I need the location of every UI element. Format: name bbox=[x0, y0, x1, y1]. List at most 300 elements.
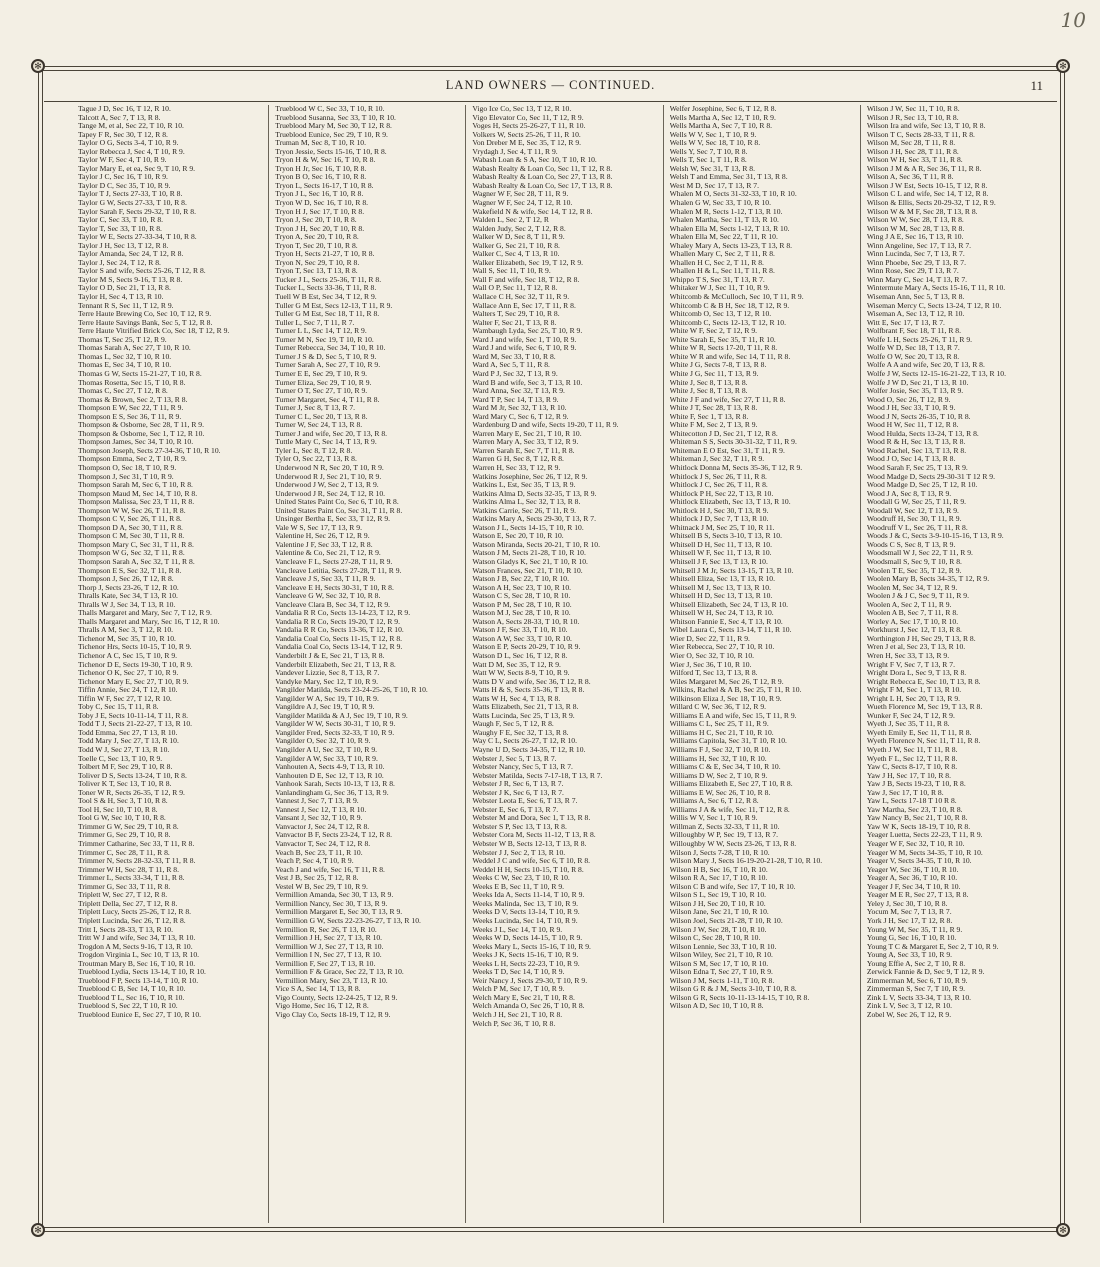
owner-entry: Watts W H, Sec 4, T 13, R 8. bbox=[472, 694, 561, 703]
owner-entry: Wood Madge D, Sects 29-30-31 T 12 R 9. bbox=[866, 472, 996, 481]
owner-entry: Webster S P, Sec 13, T 13, R 8. bbox=[472, 822, 567, 831]
owner-entry: Taylor G W, Sects 27-33, T 10, R 8. bbox=[78, 199, 187, 208]
owner-entry: Tichenor M, Sec 35, T 10, R 10. bbox=[78, 634, 176, 643]
owner-entry: Welfer Josephine, Sec 6, T 12, R 8. bbox=[669, 105, 777, 113]
owner-entry: Vangilder A W, Sec 33, T 10, R 9. bbox=[275, 754, 378, 763]
handwritten-page-note: 10 bbox=[1060, 8, 1086, 32]
owner-entry: Vangilder A U, Sec 32, T 10, R 9. bbox=[275, 746, 378, 755]
owner-entry: Young Effie A, Sec 2, T 10, R 8. bbox=[866, 959, 966, 968]
owner-entry: Vice S A, Sec 14, T 13, R 8. bbox=[275, 985, 361, 994]
owner-entry: Watson Frances, Sec 21, T 10, R 10. bbox=[472, 566, 583, 575]
owner-entry: Thompson J, Sec 26, T 12, R 8. bbox=[78, 575, 174, 584]
owner-entry: Watts Lucinda, Sec 25, T 13, R 9. bbox=[472, 711, 575, 720]
owner-entry: Trimmer G, Sec 29, T 10, R 8. bbox=[78, 831, 171, 840]
owner-entry: Thompson James, Sec 34, T 10, R 10. bbox=[78, 438, 194, 447]
owner-entry: Yaw J, Sec 17, T 10, R 8. bbox=[866, 788, 944, 797]
owner-entry: Whiteman J, Sec 32, T 11, R 9. bbox=[669, 455, 765, 464]
owner-entry: Von Dreber M E, Sec 35, T 12, R 9. bbox=[472, 139, 582, 148]
owner-entry: Thomas E, Sec 34, T 10, R 10. bbox=[78, 361, 172, 370]
owner-entry: Tryon J L, Sec 16, T 10, R 8. bbox=[275, 190, 364, 199]
owner-entry: Wall S, Sec 11, T 10, R 9. bbox=[472, 267, 551, 276]
owner-entry: Turner Sarah A, Sec 27, T 10, R 9. bbox=[275, 361, 381, 370]
page-header bbox=[44, 78, 1057, 98]
owner-entry: Wilson A, Sec 36, T 11, R 8. bbox=[866, 173, 954, 182]
owner-entry: Wilson W M, Sec 28, T 13, R 8. bbox=[866, 224, 965, 233]
owner-entry: Vangildre A J, Sec 19, T 10, R 9. bbox=[275, 703, 375, 712]
owner-entry: Wagner W F, Sec 28, T 11, R 9. bbox=[472, 190, 569, 199]
owner-entry: Tichenor Hrs, Sects 10-15, T 10, R 9. bbox=[78, 643, 192, 652]
owner-entry: Trueblood Lydia, Sects 13-14, T 10, R 10. bbox=[78, 968, 206, 977]
owner-entry: Thompson E S, Sec 36, T 11, R 9. bbox=[78, 412, 182, 421]
owner-entry: Toby J E, Sects 10-11-14, T 11, R 8. bbox=[78, 711, 188, 720]
owner-entry: Trimmer C, Sec 28, T 11, R 8. bbox=[78, 848, 170, 857]
owner-entry: Wabash Loan & S A, Sec 10, T 10, R 10. bbox=[472, 156, 597, 165]
owner-entry: Yeager V, Sects 34-35, T 10, R 10. bbox=[866, 857, 972, 866]
owner-entry: West M D, Sec 17, T 13, R 7. bbox=[669, 181, 759, 190]
owner-entry: Toliver D S, Sects 13-24, T 10, R 8. bbox=[78, 771, 187, 780]
owner-entry: Yaw L, Sects 17-18 T 10 R 8. bbox=[866, 797, 957, 806]
owner-entry: Webster J J, Sec 2, T 13, R 10. bbox=[472, 848, 566, 857]
owner-entry: Wilson C, Sec 28, T 10, R 10. bbox=[669, 934, 761, 943]
owner-entry: Walden Judy, Sec 2, T 12, R 8. bbox=[472, 224, 566, 233]
corner-rosette-icon: ✻ bbox=[1056, 59, 1070, 73]
corner-rosette-icon: ✻ bbox=[31, 59, 45, 73]
owner-entry: Whallen H & L, Sec 11, T 11, R 8. bbox=[669, 267, 775, 276]
owner-entry: Trueblood W C, Sec 33, T 10, R 10. bbox=[275, 105, 385, 113]
owner-entry: Williams A, Sec 6, T 12, R 8. bbox=[669, 797, 759, 806]
owner-entry: Vanvactor J, Sec 24, T 12, R 8. bbox=[275, 822, 370, 831]
owner-entry: Tritt W J and wife, Sec 34, T 13, R 10. bbox=[78, 934, 196, 943]
owner-entry: Wright Rebecca E, Sec 10, T 13, R 8. bbox=[866, 677, 981, 686]
owner-entry: Yaw W K, Sects 18-19, T 10, R 8. bbox=[866, 822, 971, 831]
owner-entry: Vanhook Sarah, Sects 10-13, T 13, R 8. bbox=[275, 780, 395, 789]
owner-entry: Zink L V, Sects 33-34, T 13, R 10. bbox=[866, 993, 972, 1002]
owner-entry: Wayne U D, Sects 34-35, T 12, R 10. bbox=[472, 746, 586, 755]
owner-entry: Vancleave Letitia, Sects 27-28, T 11, R 9. bbox=[275, 566, 402, 575]
owner-entry: Wolfe J W D, Sec 21, T 13, R 10. bbox=[866, 378, 969, 387]
owner-entry: Vermillion I N, Sec 27, T 13, R 10. bbox=[275, 951, 382, 960]
owner-entry: Taylor M S, Sects 9-16, T 13, R 8. bbox=[78, 275, 183, 284]
owner-entry: Valentine H, Sec 26, T 12, R 9. bbox=[275, 532, 370, 541]
owner-entry: Watson M J, Sec 28, T 10, R 10. bbox=[472, 609, 571, 618]
owner-entry: Underwood N R, Sec 20, T 10, R 9. bbox=[275, 463, 384, 472]
owner-entry: White W R and wife, Sec 14, T 11, R 8. bbox=[669, 352, 791, 361]
owner-entry: Watson Gladys K, Sec 21, T 10, R 10. bbox=[472, 557, 588, 566]
owner-entry: Wilson S M, Sec 17, T 10, R 10. bbox=[669, 959, 769, 968]
owner-entry: Williams H C, Sec 21, T 10, R 10. bbox=[669, 728, 774, 737]
owner-entry: Wardenburg D and wife, Sects 19-20, T 11, R 9. bbox=[472, 421, 619, 430]
owner-entry: Taylor S and wife, Sects 25-26, T 12, R 8. bbox=[78, 267, 206, 276]
owner-entry: Webster J K, Sec 6, T 13, R 7. bbox=[472, 788, 564, 797]
owner-entry: Vermillion F & Grace, Sec 22, T 13, R 10. bbox=[275, 968, 404, 977]
owner-entry: Walter F, Sec 21, T 13, R 8. bbox=[472, 318, 557, 327]
owner-entry: Vangilder Matilda & A J, Sec 19, T 10, R 9. bbox=[275, 711, 408, 720]
owner-entry: Walker Elizabeth, Sec 19, T 12, R 9. bbox=[472, 258, 584, 267]
owner-entry: Todd T J, Sects 21-22-27, T 13, R 10. bbox=[78, 720, 193, 729]
owner-entry: Wilson M, Sec 28, T 11, R 8. bbox=[866, 139, 956, 148]
owner-entry: Watson Miranda, Sects 20-21, T 10, R 10. bbox=[472, 540, 600, 549]
owner-entry: Walters T, Sec 29, T 10, R 8. bbox=[472, 310, 560, 319]
owner-entry: White Sarah E, Sec 35, T 11, R 10. bbox=[669, 335, 776, 344]
owner-entry: Webster E, Sec 6, T 13, R 7. bbox=[472, 805, 559, 814]
owner-entry: Watt D M, Sec 35, T 12, R 9. bbox=[472, 660, 561, 669]
owner-entry: Toby C, Sec 15, T 11, R 8. bbox=[78, 703, 159, 712]
owner-entry: Whalen Ella M, Sects 1-12, T 13, R 10. bbox=[669, 224, 790, 233]
owner-entry: Wing J A E, Sec 16, T 13, R 10. bbox=[866, 233, 964, 242]
owner-entry: Taylor D C, Sec 35, T 10, R 9. bbox=[78, 181, 171, 190]
owner-entry: Tuttle Mary C, Sec 14, T 13, R 9. bbox=[275, 438, 377, 447]
owner-entry: Wier J, Sec 36, T 10, R 10. bbox=[669, 660, 752, 669]
owner-entry: Wilson J W, Sec 28, T 10, R 10. bbox=[669, 925, 767, 934]
owner-entry: Yeager Luetta, Sects 22-23, T 11, R 9. bbox=[866, 831, 983, 840]
owner-entry: Whitlock Donna M, Sects 35-36, T 12, R 9. bbox=[669, 463, 803, 472]
owner-entry: Whalen G W, Sec 33, T 10, R 10. bbox=[669, 199, 771, 208]
owner-entry: Whitsell W F, Sec 11, T 13, R 10. bbox=[669, 549, 772, 558]
owner-entry: Trimmer G W, Sec 29, T 10, R 8. bbox=[78, 822, 179, 831]
owner-entry: Wall F and wife, Sec 18, T 12, R 8. bbox=[472, 275, 580, 284]
owner-entry: Yaw J H, Sec 17, T 10, R 8. bbox=[866, 771, 951, 780]
owner-entry: Thompson J, Sec 31, T 10, R 9. bbox=[78, 472, 174, 481]
owner-entry: Vangilder Fred, Sects 32-33, T 10, R 9. bbox=[275, 728, 395, 737]
owner-entry: Tichenor Mary E, Sec 27, T 10, R 9. bbox=[78, 677, 189, 686]
owner-entry: Welch Mary E, Sec 21, T 10, R 8. bbox=[472, 993, 575, 1002]
owner-entry: Tryon J, Sec 20, T 10, R 8. bbox=[275, 216, 357, 225]
owner-entry: Trimmer N, Sects 28-32-33, T 11, R 8. bbox=[78, 857, 196, 866]
owner-entry: Webster Cora M, Sects 11-12, T 13, R 8. bbox=[472, 831, 596, 840]
owner-entry: Thompson Emma, Sec 2, T 10, R 9. bbox=[78, 455, 187, 464]
owner-entry: Wright F M, Sec 1, T 13, R 10. bbox=[866, 686, 962, 695]
owner-entry: Whallen Mary C, Sec 2, T 11, R 8. bbox=[669, 250, 775, 259]
owner-entry: Wallace Ann E, Sec 17, T 11, R 8. bbox=[472, 301, 576, 310]
owner-entry: Wood O, Sec 26, T 12, R 9. bbox=[866, 395, 951, 404]
owner-entry: Whitsell J F, Sec 13, T 13, R 10. bbox=[669, 557, 768, 566]
owner-entry: White F M, Sec 2, T 13, R 9. bbox=[669, 421, 758, 430]
owner-entry: Taylor W F, Sec 4, T 10, R 9. bbox=[78, 156, 167, 165]
owner-entry: Wolfbrant F, Sec 18, T 11, R 8. bbox=[866, 327, 962, 336]
owner-entry: Yaw Nancy B, Sec 21, T 10, R 8. bbox=[866, 814, 968, 823]
owner-entry: Ward M Jr, Sec 32, T 13, R 10. bbox=[472, 404, 567, 413]
owner-entry: Tuell W B Est, Sec 34, T 12, R 9. bbox=[275, 293, 377, 302]
owner-entry: Ward T P, Sec 14, T 13, R 9. bbox=[472, 395, 559, 404]
owner-entry: Whitlock P H, Sec 22, T 13, R 10. bbox=[669, 489, 774, 498]
owner-entry: Woolen T E, Sec 35, T 12, R 9. bbox=[866, 566, 962, 575]
owner-entry: Wiseman A, Sec 13, T 12, R 10. bbox=[866, 310, 965, 319]
owner-entry: Ward J and wife, Sec 6, T 10, R 9. bbox=[472, 344, 577, 353]
owner-entry: Vanderbilt Elizabeth, Sec 21, T 13, R 8. bbox=[275, 660, 396, 669]
owner-entry: Trimmer W H, Sec 28, T 11, R 8. bbox=[78, 865, 179, 874]
owner-entry: Trimmer G, Sec 33, T 11, R 8. bbox=[78, 882, 171, 891]
owner-entry: Veach P, Sec 4, T 10, R 9. bbox=[275, 857, 354, 866]
owner-entry: Thompson E S, Sec 32, T 11, R 8. bbox=[78, 566, 182, 575]
owner-entry: Wood J O, Sec 14, T 13, R 8. bbox=[866, 455, 956, 464]
owner-entry: Thralls A M, Sec 3, T 12, R 10. bbox=[78, 626, 174, 635]
owner-entry: Winn Lucinda, Sec 7, T 13, R 7. bbox=[866, 250, 965, 259]
owner-entry: Tuller G M Est, Secs 12-13, T 11, R 9. bbox=[275, 301, 393, 310]
owner-entry: Vannest J, Sec 12, T 13, R 10. bbox=[275, 805, 367, 814]
owner-entry: Tryon H J, Sec 17, T 10, R 8. bbox=[275, 207, 365, 216]
owner-entry: Waughy F E, Sec 32, T 13, R 8. bbox=[472, 728, 569, 737]
owner-entry: Woolen Mary B, Sects 34-35, T 12, R 9. bbox=[866, 575, 990, 584]
owner-entry: Taylor J, Sec 24, T 12, R 8. bbox=[78, 258, 161, 267]
owner-entry: Wilson Mary J, Sects 16-19-20-21-28, T 10, R 10. bbox=[669, 857, 823, 866]
owner-entry: White J G, Sec 11, T 13, R 9. bbox=[669, 369, 759, 378]
owner-entry: Welsh T and Emma, Sec 31, T 13, R 8. bbox=[669, 173, 788, 182]
owner-entry: Zerwick Fannie & D, Sec 9, T 12, R 9. bbox=[866, 968, 985, 977]
owner-entry: Wall O P, Sec 11, T 12, R 8. bbox=[472, 284, 558, 293]
owner-entry: Wyeth J W, Sec 11, T 11, R 8. bbox=[866, 746, 958, 755]
corner-rosette-icon: ✻ bbox=[1056, 1223, 1070, 1237]
owner-entry: Wilson C L and wife, Sec 14, T 12, R 8. bbox=[866, 190, 989, 199]
owner-entry: Ward Anna, Sec 32, T 13, R 9. bbox=[472, 387, 565, 396]
owner-entry: Terre Haute Brewing Co, Sec 10, T 12, R 9. bbox=[78, 310, 212, 319]
owner-entry: Weeks E B, Sec 11, T 10, R 9. bbox=[472, 882, 565, 891]
owner-entry: Wolfe J W, Sects 12-15-16-21-22, T 13, R 10. bbox=[866, 369, 1006, 378]
owner-entry: Watson A W, Sec 33, T 10, R 10. bbox=[472, 634, 572, 643]
owner-entry: Thalls Margaret and Mary, Sec 7, T 12, R 9. bbox=[78, 609, 212, 618]
owner-entry: Unsinger Bertha E, Sec 33, T 12, R 9. bbox=[275, 515, 391, 524]
owner-entry: Taylor H, Sec 4, T 13, R 10. bbox=[78, 293, 164, 302]
owner-entry: Turner M N, Sec 19, T 10, R 10. bbox=[275, 335, 374, 344]
owner-entry: Turner L L, Sec 14, T 12, R 9. bbox=[275, 327, 367, 336]
owner-entry: Vermillion Margaret E, Sec 30, T 13, R 9. bbox=[275, 908, 403, 917]
owner-entry: Whalen M O, Sects 31-32-33, T 10, R 10. bbox=[669, 190, 797, 199]
owner-entry: Vigo Elevator Co, Sec 11, T 12, R 9. bbox=[472, 113, 584, 122]
owner-entry: Zink L V, Sec 3, T 12, R 10. bbox=[866, 1002, 953, 1011]
owner-entry: Wilson T C, Sects 28-33, T 11, R 8. bbox=[866, 130, 975, 139]
owner-entry: Taylor C, Sec 33, T 10, R 8. bbox=[78, 216, 164, 225]
owner-entry: United States Paint Co, Sec 6, T 10, R 8. bbox=[275, 498, 399, 507]
owner-entry: Woodsmall S, Sec 9, T 10, R 8. bbox=[866, 557, 962, 566]
owner-entry: Vanderbilt J & E, Sec 21, T 13, R 8. bbox=[275, 652, 385, 660]
owner-entry: Watson J M, Sects 21-28, T 10, R 10. bbox=[472, 549, 586, 558]
owner-entry: Vancleave E H, Sects 30-31, T 10, R 8. bbox=[275, 583, 394, 592]
owner-entry: Yeley J, Sec 30, T 10, R 8. bbox=[866, 899, 948, 908]
owner-entry: Tichenor O K, Sec 27, T 10, R 9. bbox=[78, 669, 179, 678]
owner-entry: Turner E E, Sec 29, T 10, R 9. bbox=[275, 369, 368, 378]
owner-entry: Vangilder W W, Sects 30-31, T 10, R 9. bbox=[275, 720, 396, 729]
owner-entry: Taylor Mary E, et ea, Sec 9, T 10, R 9. bbox=[78, 164, 196, 173]
owner-entry: Wilkinson Eliza J, Sec 18, T 10, R 9. bbox=[669, 694, 782, 703]
owner-entry: Wilson Ira and wife, Sec 13, T 10, R 8. bbox=[866, 122, 986, 131]
owner-entry: Weeks Malinda, Sec 13, T 10, R 9. bbox=[472, 899, 579, 908]
owner-entry: Wibel Laura C, Sects 13-14, T 11, R 10. bbox=[669, 626, 792, 635]
owner-entry: Watson J F, Sec 33, T 10, R 10. bbox=[472, 626, 568, 635]
owner-entry: Vanvactor T, Sec 24, T 12, R 8. bbox=[275, 840, 371, 849]
owner-entry: White F, Sec 1, T 13, R 8. bbox=[669, 412, 749, 421]
owner-entry: Wells W V, Sec 18, T 10, R 8. bbox=[669, 139, 761, 148]
owner-entry: Yaw Martha, Sec 23, T 10, R 8. bbox=[866, 805, 963, 814]
page-title: LAND OWNERS — CONTINUED. bbox=[445, 78, 656, 92]
owner-entry: Whiteman E O Est, Sec 31, T 11, R 9. bbox=[669, 446, 785, 455]
owner-entry: Vermillion Amanda, Sec 30, T 13, R 9. bbox=[275, 891, 394, 900]
owner-column bbox=[44, 105, 268, 1223]
owner-entry: Vangilder O, Sec 32, T 10, R 9. bbox=[275, 737, 371, 746]
owner-entry: Triplett Della, Sec 27, T 12, R 8. bbox=[78, 899, 178, 908]
owner-entry: Wabash Realty & Loan Co, Sec 11, T 12, R 8. bbox=[472, 164, 613, 173]
owner-entry: Webster J R, Sec 6, T 13, R 7. bbox=[472, 780, 564, 789]
owner-entry: Thompson W W, Sec 26, T 11, R 8. bbox=[78, 506, 186, 515]
owner-entry: Warren G H, Sec 8, T 12, R 8. bbox=[472, 455, 564, 464]
owner-entry: Watkins L, Est, Sec 35, T 13, R 9. bbox=[472, 481, 576, 490]
owner-entry: Vermillion R, Sec 26, T 13, R 10. bbox=[275, 925, 377, 934]
owner-entry: Voges H, Sects 25-26-27, T 11, R 10. bbox=[472, 122, 586, 131]
owner-entry: Whitlock J D, Sec 7, T 13, R 10. bbox=[669, 515, 769, 524]
owner-entry: Welsh W, Sec 31, T 13, R 8. bbox=[669, 164, 755, 173]
owner-entry: Tool S & H, Sec 3, T 10, R 8. bbox=[78, 797, 168, 806]
owner-entry: Underwood J W, Sec 2, T 13, R 9. bbox=[275, 481, 379, 490]
owner-entry: White W R, Sects 17-20, T 11, R 8. bbox=[669, 344, 778, 353]
owner-entry: Woods C S, Sec 8, T 13, R 9. bbox=[866, 540, 956, 549]
owner-entry: Worthington J H, Sec 29, T 13, R 8. bbox=[866, 634, 976, 643]
owner-entry: White J, Sec 8, T 13, R 8. bbox=[669, 378, 748, 387]
owner-entry: Wood R & H, Sec 13, T 13, R 8. bbox=[866, 438, 966, 447]
owner-entry: Vanlandingham G, Sec 36, T 13, R 9. bbox=[275, 788, 389, 797]
owner-entry: Wilson G R, Sects 10-11-13-14-15, T 10, R 8. bbox=[669, 993, 810, 1002]
header-rule bbox=[44, 101, 1057, 102]
owner-entry: Wunker F, Sec 24, T 12, R 9. bbox=[866, 711, 955, 720]
owner-entry: Tiffin W F, Sec 27, T 12, R 10. bbox=[78, 694, 172, 703]
owner-entry: Wier D, Sec 22, T 11, R 9. bbox=[669, 634, 750, 643]
owner-entry: Vermillion Mary, Sec 23, T 13, R 10. bbox=[275, 976, 388, 985]
owner-entry: Williams Elizabeth E, Sec 27, T 10, R 8. bbox=[669, 780, 793, 789]
owner-entry: Watson D L, Sec 16, T 12, R 8. bbox=[472, 652, 568, 660]
owner-entry: Zobel W, Sec 26, T 12, R 9. bbox=[866, 1010, 952, 1019]
owner-entry: Whitsell H D, Sec 13, T 13, R 10. bbox=[669, 592, 773, 601]
owner-entry: Vanvactor B F, Sects 23-24, T 12, R 8. bbox=[275, 831, 393, 840]
owner-entry: Vandalia Coal Co, Sects 13-14, T 12, R 9. bbox=[275, 643, 403, 652]
owner-entry: Terre Haute Savings Bank, Sec 5, T 12, R 8. bbox=[78, 318, 213, 327]
owner-entry: Tryon J H, Sec 20, T 10, R 8. bbox=[275, 224, 365, 233]
owner-entry: Thralls Kate, Sec 34, T 13, R 10. bbox=[78, 592, 178, 601]
owner-entry: Thompson & Osborne, Sec 1, T 12, R 10. bbox=[78, 429, 205, 438]
owner-entry: Vancleave G W, Sec 32, T 10, R 8. bbox=[275, 592, 381, 601]
owner-entry: Triplett Lucinda, Sec 26, T 12, R 8. bbox=[78, 916, 186, 925]
owner-entry: Wier Rebecca, Sec 27, T 10, R 10. bbox=[669, 643, 775, 652]
owner-entry: Triplett Lucy, Sects 25-26, T 12, R 8. bbox=[78, 908, 192, 917]
owner-entry: Whitsell W H, Sec 24, T 13, R 10. bbox=[669, 609, 774, 618]
owner-entry: Weeks L H, Sects 22-23, T 10, R 9. bbox=[472, 959, 580, 968]
owner-entry: Wells Martha A, Sec 12, T 10, R 9. bbox=[669, 113, 776, 122]
owner-entry: Yeager W, Sec 36, T 10, R 10. bbox=[866, 865, 959, 874]
owner-entry: Whitaker W J, Sec 11, T 10, R 9. bbox=[669, 284, 770, 293]
owner-entry: Williams E A and wife, Sec 15, T 11, R 9. bbox=[669, 711, 797, 720]
owner-entry: Taylor T, Sec 33, T 10, R 8. bbox=[78, 224, 162, 233]
owner-entry: Watkins Carrie, Sec 26, T 11, R 9. bbox=[472, 506, 577, 515]
owner-entry: Williams F J, Sec 32, T 10, R 10. bbox=[669, 746, 771, 755]
owner-entry: Vale W S, Sec 17, T 13, R 9. bbox=[275, 523, 362, 532]
owner-entry: Vigo County, Sects 12-24-25, T 12, R 9. bbox=[275, 993, 398, 1002]
owner-entry: Winn Rose, Sec 29, T 13, R 7. bbox=[866, 267, 959, 276]
owner-entry: Whitsell B S, Sects 3-10, T 13, R 10. bbox=[669, 532, 782, 541]
owner-entry: Whitcomb C & B H, Sec 18, T 12, R 9. bbox=[669, 301, 790, 310]
owner-entry: Wyeth J, Sec 35, T 11, R 8. bbox=[866, 720, 950, 729]
owner-entry: Toliver K T, Sec 13, T 10, R 8. bbox=[78, 780, 172, 789]
owner-entry: Vandalia R R Co, Sects 13-36, T 12, R 10. bbox=[275, 626, 404, 635]
owner-entry: Watkins Mary A, Sects 29-30, T 13, R 7. bbox=[472, 515, 596, 524]
owner-entry: Thomas G W, Sects 15-21-27, T 10, R 8. bbox=[78, 369, 202, 378]
owner-entry: Wright Dora L, Sec 9, T 13, R 8. bbox=[866, 669, 967, 678]
owner-entry: Weeks W D, Sects 14-15, T 10, R 9. bbox=[472, 934, 583, 943]
owner-entry: Thompson E W, Sec 22, T 11, R 9. bbox=[78, 404, 184, 413]
owner-entry: Vannest J, Sec 7, T 13, R 9. bbox=[275, 797, 359, 806]
owner-entry: Tool G W, Sec 10, T 10, R 8. bbox=[78, 814, 166, 823]
owner-entry: Watts D V and wife, Sec 36, T 12, R 8. bbox=[472, 677, 591, 686]
owner-entry: Vancleave J S, Sec 33, T 11, R 9. bbox=[275, 575, 376, 584]
owner-entry: Woolen A B, Sec 7, T 11, R 8. bbox=[866, 609, 959, 618]
owner-entry: Todd Mary J, Sec 27, T 13, R 10. bbox=[78, 737, 179, 746]
owner-entry: Wilson J R, Sec 13, T 10, R 8. bbox=[866, 113, 959, 122]
owner-entry: Wood J N, Sects 26-35, T 10, R 8. bbox=[866, 412, 971, 421]
owner-entry: Williams J A & wife, Sec 11, T 12, R 8. bbox=[669, 805, 790, 814]
owner-entry: Thalls Margaret and Mary, Sec 16, T 12, R 10. bbox=[78, 617, 220, 626]
owner-entry: Wueth Florence M, Sec 19, T 13, R 8. bbox=[866, 703, 983, 712]
owner-entry: Young G, Sec 16, T 10, R 10. bbox=[866, 934, 957, 943]
owner-entry: Vancleave F L, Sects 27-28, T 11, R 9. bbox=[275, 557, 393, 566]
owner-entry: Wilford T, Sec 13, T 13, R 8. bbox=[669, 669, 758, 678]
owner-entry: Weeks Ida A, Sects 11-14, T 10, R 9. bbox=[472, 891, 585, 900]
owner-entry: Todd W J, Sec 27, T 13, R 10. bbox=[78, 746, 170, 755]
owner-entry: Wells Martha A, Sec 7, T 10, R 8. bbox=[669, 122, 773, 131]
owner-entry: Wyeth Florence N, Sec 11, T 11, R 8. bbox=[866, 737, 981, 746]
owner-entry: Wolfe L H, Sects 25-26, T 11, R 9. bbox=[866, 335, 973, 344]
owner-entry: Tapey F R, Sec 30, T 12, R 8. bbox=[78, 130, 168, 139]
owner-entry: Whitsell Eliza, Sec 13, T 13, R 10. bbox=[669, 575, 775, 584]
owner-entry: Turner O T, Sec 27, T 10, R 9. bbox=[275, 387, 368, 396]
owner-entry: Whaley Mary A, Sects 13-23, T 13, R 8. bbox=[669, 241, 793, 250]
owner-entry: Woodruff V L, Sec 26, T 11, R 8. bbox=[866, 523, 968, 532]
owner-entry: Whalen M R, Sects 1-12, T 13, R 10. bbox=[669, 207, 783, 216]
owner-entry: Veach J and wife, Sec 16, T 11, R 8. bbox=[275, 865, 385, 874]
owner-entry: Wilson J M, Sects 1-11, T 10, R 8. bbox=[669, 976, 775, 985]
owner-entry: Watson J L, Sects 14-15, T 10, R 10. bbox=[472, 523, 584, 532]
owner-entry: Watts Elizabeth, Sec 21, T 13, R 8. bbox=[472, 703, 579, 712]
owner-entry: Tryon H, Sects 21-27, T 10, R 8. bbox=[275, 250, 375, 259]
owner-entry: Whitecotton J D, Sec 21, T 12, R 8. bbox=[669, 429, 778, 438]
owner-entry: Tichenor A C, Sec 15, T 10, R 9. bbox=[78, 652, 178, 660]
owner-entry: Thralls W J, Sec 34, T 13, R 10. bbox=[78, 600, 176, 609]
owner-entry: Tryon T, Sec 20, T 10, R 8. bbox=[275, 241, 358, 250]
owner-entry: Tryon H Jr, Sec 16, T 10, R 8. bbox=[275, 164, 367, 173]
owner-entry: Vermillion W J, Sec 27, T 13, R 10. bbox=[275, 942, 384, 951]
owner-entry: Trueblood Eunice, Sec 29, T 10, R 9. bbox=[275, 130, 388, 139]
owner-entry: United States Paint Co, Sec 31, T 11, R 8. bbox=[275, 506, 403, 515]
owner-entry: Watkins Josephine, Sec 26, T 12, R 9. bbox=[472, 472, 588, 481]
owner-entry: Woodsmall W J, Sec 22, T 11, R 9. bbox=[866, 549, 973, 558]
owner-entry: Tange M, et al, Sec 22, T 10, R 10. bbox=[78, 122, 184, 131]
owner-entry: Thompson C M, Sec 30, T 11, R 8. bbox=[78, 532, 185, 541]
owner-entry: Weeks T D, Sec 14, T 10, R 9. bbox=[472, 968, 565, 977]
owner-entry: Yeager J F, Sec 34, T 10, R 10. bbox=[866, 882, 961, 891]
owner-entry: Troutman Mary B, Sec 16, T 10, R 10. bbox=[78, 959, 196, 968]
owner-entry: Wiseman Mercy C, Sects 13-24, T 12, R 10. bbox=[866, 301, 1002, 310]
corner-rosette-icon: ✻ bbox=[31, 1223, 45, 1237]
land-owner-columns bbox=[44, 105, 1057, 1223]
owner-entry: Tague J D, Sec 16, T 12, R 10. bbox=[78, 105, 171, 113]
owner-entry: Tuller G M Est, Sec 18, T 11, R 8. bbox=[275, 310, 380, 319]
owner-entry: Terre Haute Vitrified Brick Co, Sec 18, T 12, R 9. bbox=[78, 327, 230, 336]
owner-entry: Vanhouten D E, Sec 12, T 13, R 10. bbox=[275, 771, 384, 780]
owner-entry: Welch P M, Sec 17, T 10, R 9. bbox=[472, 985, 565, 994]
owner-entry: Vermillion G W, Sects 22-23-26-27, T 13, R 10. bbox=[275, 916, 421, 925]
owner-entry: Underwood J R, Sec 24, T 12, R 10. bbox=[275, 489, 386, 498]
owner-entry: Walker G, Sec 21, T 10, R 8. bbox=[472, 241, 560, 250]
owner-entry: Wood Rachel, Sec 13, T 13, R 8. bbox=[866, 446, 967, 455]
owner-entry: Weddel H H, Sects 10-15, T 10, R 8. bbox=[472, 865, 584, 874]
owner-entry: Vermillion J H, Sec 27, T 13, R 10. bbox=[275, 934, 383, 943]
owner-entry: Yeager W M, Sects 34-35, T 10, R 10. bbox=[866, 848, 983, 857]
owner-entry: Williams C L, Sec 25, T 11, R 9. bbox=[669, 720, 769, 729]
owner-entry: Webster Nancy, Sec 5, T 13, R 7. bbox=[472, 763, 573, 772]
